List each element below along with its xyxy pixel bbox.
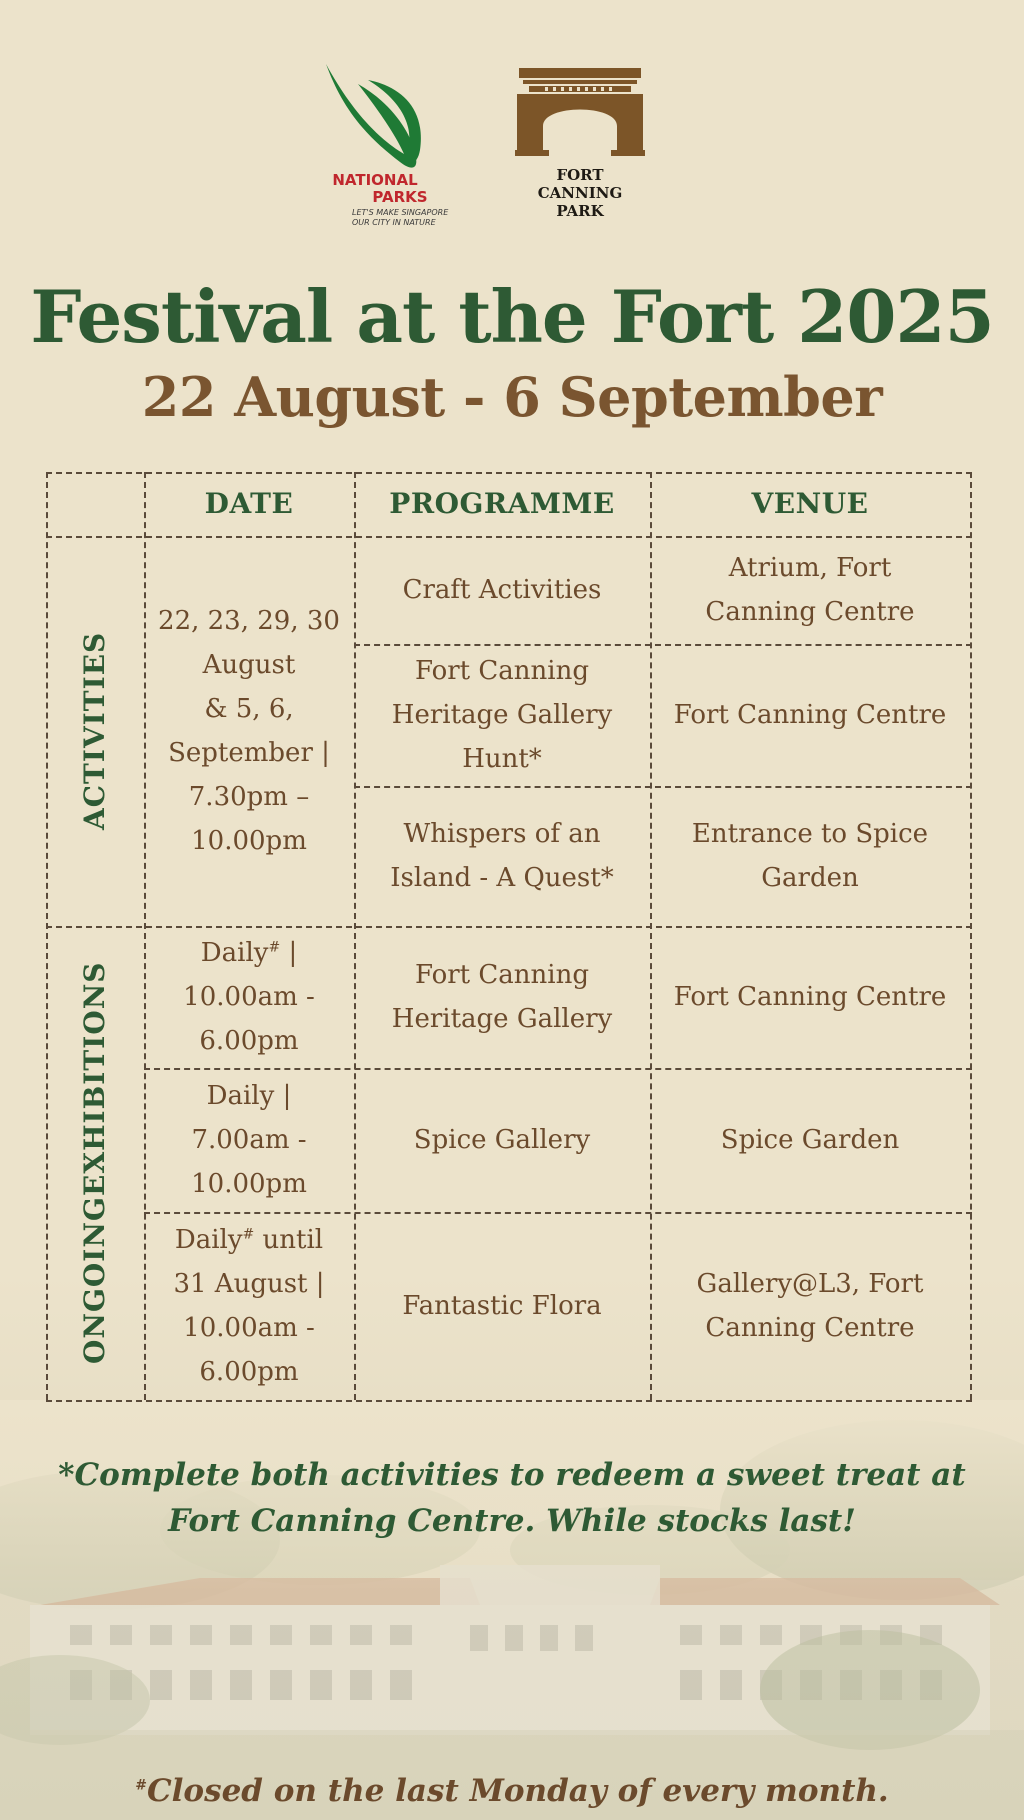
national-parks-name: [300, 172, 450, 206]
programme-cell: [354, 536, 650, 644]
venue-cell: [650, 926, 970, 1068]
fort-canning-park-name: [515, 166, 645, 220]
date-line: 10.00pm: [191, 826, 307, 856]
date-text: until: [262, 1225, 324, 1255]
hash-mark: #: [268, 939, 281, 956]
date-line: 31 August |: [173, 1269, 325, 1299]
page-title: Festival at the Fort 2025: [30, 274, 994, 359]
date-separator: |: [288, 938, 298, 968]
date-line: 7.30pm –: [188, 782, 310, 812]
programme-cell: [354, 1068, 650, 1212]
venue-cell: [650, 786, 970, 926]
venue-line: Canning Centre: [705, 1313, 915, 1343]
venue-line: Entrance to Spice: [691, 819, 929, 849]
date-range-subtitle: 22 August - 6 September: [141, 365, 883, 429]
venue-cell: [650, 1212, 970, 1400]
venue-line: Fort Canning Centre: [673, 982, 947, 1012]
leaf-icon: [300, 62, 470, 172]
schedule-table: [46, 472, 972, 1400]
fort-gate-icon: [515, 66, 645, 166]
venue-line: Atrium, Fort: [728, 553, 892, 583]
venue-line: Canning Centre: [705, 597, 915, 627]
venue-cell: [650, 644, 970, 786]
ongoing-label: ONGOING: [78, 1196, 111, 1365]
venue-cell: [650, 1068, 970, 1212]
programme-cell: [354, 1212, 650, 1400]
programme-cell: [354, 644, 650, 786]
closure-footnote: [0, 1770, 1024, 1812]
date-cell: [144, 926, 354, 1068]
activities-label: ACTIVITIES: [78, 631, 111, 831]
programme-line: Craft Activities: [402, 575, 602, 605]
fort-canning-park-logo: [515, 66, 645, 226]
activities-date-cell: [144, 536, 354, 926]
fc-name-line3: PARK: [556, 202, 604, 220]
date-line: Daily |: [206, 1081, 292, 1111]
programme-line: Fantastic Flora: [402, 1291, 602, 1321]
np-tagline-line1: LET'S MAKE SINGAPORE: [352, 208, 449, 217]
date-line: September |: [168, 738, 330, 768]
date-text: Daily: [174, 1225, 243, 1255]
header-venue: VENUE: [751, 487, 869, 520]
hash-mark: #: [242, 1226, 255, 1243]
header-date: DATE: [204, 487, 294, 520]
date-line: 10.00pm: [191, 1169, 307, 1199]
programme-cell: [354, 926, 650, 1068]
redeem-note: [0, 1452, 1024, 1544]
date-line: 10.00am -: [183, 982, 315, 1012]
programme-line: Whispers of an: [403, 819, 601, 849]
venue-line: Gallery@L3, Fort: [696, 1269, 924, 1299]
table-border-right: [970, 472, 972, 1400]
venue-line: Fort Canning Centre: [673, 700, 947, 730]
programme-cell: [354, 786, 650, 926]
date-line: 6.00pm: [199, 1026, 299, 1056]
programme-line: Heritage Gallery: [391, 700, 613, 730]
date-line: [175, 1218, 323, 1262]
group-label-ongoing-exhibitions: [46, 926, 144, 1400]
header-programme: PROGRAMME: [389, 487, 615, 520]
national-parks-logo: [300, 62, 470, 237]
date-cell: [144, 1068, 354, 1212]
redeem-note-line1: *Complete both activities to redeem a sweet treat at: [58, 1457, 966, 1493]
fc-name-line2: CANNING: [537, 184, 623, 202]
np-name-line2: PARKS: [372, 188, 428, 206]
redeem-note-line2: Fort Canning Centre. While stocks last!: [168, 1503, 856, 1539]
venue-line: Garden: [761, 863, 859, 893]
date-line: 22, 23, 29, 30: [158, 606, 340, 636]
programme-line: Hunt*: [462, 744, 542, 774]
date-line: [201, 931, 297, 975]
date-line: & 5, 6,: [204, 694, 294, 724]
venue-cell: [650, 536, 970, 644]
programme-line: Heritage Gallery: [391, 1004, 613, 1034]
footnote-hash-mark: #: [135, 1777, 147, 1794]
exhibitions-label: EXHIBITIONS: [78, 961, 111, 1197]
np-name-line1: NATIONAL: [332, 171, 418, 189]
fc-name-line1: FORT: [556, 166, 604, 184]
programme-line: Fort Canning: [414, 960, 589, 990]
date-line: 6.00pm: [199, 1357, 299, 1387]
venue-line: Spice Garden: [720, 1125, 900, 1155]
group-label-activities: [46, 536, 144, 926]
programme-line: Island - A Quest*: [390, 863, 614, 893]
date-line: 7.00am -: [191, 1125, 307, 1155]
programme-line: Fort Canning: [414, 656, 589, 686]
date-line: 10.00am -: [183, 1313, 315, 1343]
national-parks-tagline: [352, 208, 492, 228]
date-cell: [144, 1212, 354, 1400]
np-tagline-line2: OUR CITY IN NATURE: [352, 218, 436, 227]
footnote-text: Closed on the last Monday of every month.: [146, 1773, 889, 1809]
date-text: Daily: [200, 938, 269, 968]
date-line: August: [202, 650, 296, 680]
table-border-bottom: [46, 1400, 972, 1402]
programme-line: Spice Gallery: [413, 1125, 591, 1155]
